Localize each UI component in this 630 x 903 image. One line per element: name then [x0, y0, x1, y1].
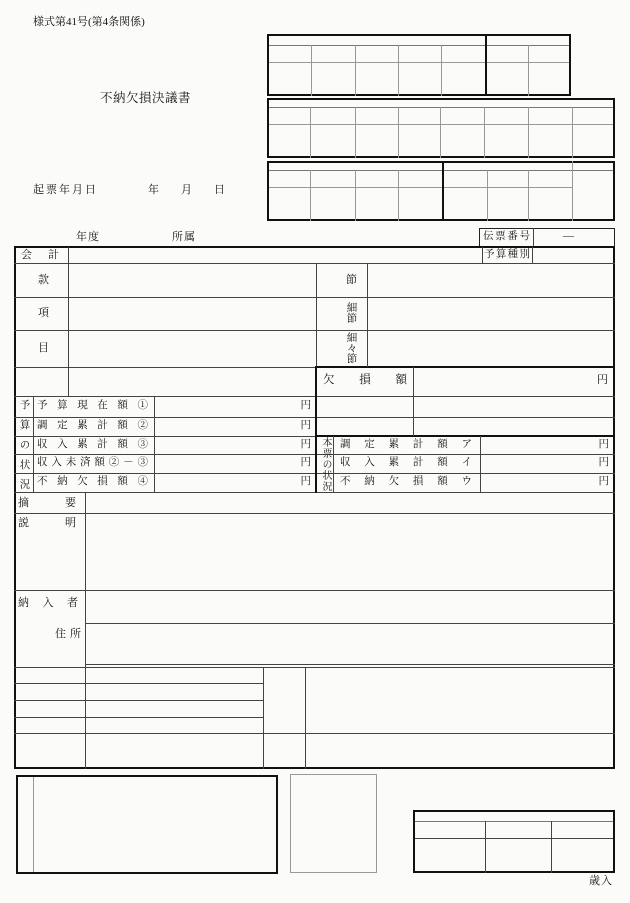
- fiscal-year-label: 年度: [76, 231, 100, 243]
- grid-line: [480, 436, 481, 492]
- grid-line: [85, 623, 615, 624]
- saisaisetsu-label: 細々節: [345, 332, 357, 364]
- grid-line: [305, 667, 306, 769]
- slip-status-row-unit: 円: [598, 457, 609, 468]
- grid-line: [269, 187, 572, 188]
- grid-line: [572, 107, 573, 158]
- saisetsu-label: 細節: [345, 302, 357, 323]
- grid-line: [398, 107, 399, 158]
- grid-line: [85, 492, 86, 769]
- grid-line: [33, 396, 34, 492]
- grid-line: [485, 821, 486, 873]
- budget-type-label: 予算種別: [484, 249, 530, 260]
- draft-date-label: 起票年月日: [33, 184, 98, 196]
- grid-line: [551, 821, 552, 873]
- grid-line: [413, 367, 414, 436]
- grid-line: [415, 821, 613, 822]
- revenue-stamp-table: [413, 810, 615, 873]
- grid-line: [269, 62, 569, 63]
- grid-line: [14, 436, 316, 437]
- budget-row-label: 不納欠損額④: [37, 476, 148, 487]
- grid-line: [482, 247, 483, 263]
- slip-number-value: —: [563, 230, 574, 242]
- payer-address-label: 住所: [55, 628, 85, 640]
- grid-line: [415, 838, 613, 839]
- budget-row-unit: 円: [300, 439, 311, 450]
- grid-line: [528, 170, 529, 221]
- grid-line: [33, 777, 34, 872]
- grid-line: [14, 367, 316, 368]
- draft-date-month: 月: [181, 184, 192, 196]
- grid-line: [14, 590, 615, 591]
- approval-stamp-table-1: [267, 34, 571, 96]
- grid-line: [14, 733, 615, 734]
- slip-status-row-unit: 円: [598, 439, 609, 450]
- grid-line: [441, 45, 442, 96]
- moku-label: 目: [38, 342, 49, 354]
- budget-row-label: 予算現在額①: [37, 400, 148, 411]
- slip-number-label: 伝票番号: [483, 231, 530, 242]
- grid-line: [528, 45, 529, 96]
- slip-status-side-label: 本票の状況: [320, 437, 331, 491]
- grid-line: [269, 107, 613, 108]
- grid-line: [14, 513, 615, 514]
- revenue-tag: 歳入: [589, 875, 613, 887]
- budget-row-label: 収入未済額②－③: [37, 457, 148, 468]
- grid-line: [316, 366, 615, 368]
- page-title: 不納欠損決議書: [100, 91, 192, 105]
- grid-line: [154, 396, 155, 492]
- note-box-large: [16, 775, 278, 874]
- table-border: [14, 767, 615, 769]
- grid-line: [440, 107, 441, 158]
- grid-line: [355, 107, 356, 158]
- grid-line: [14, 667, 615, 668]
- loss-amount-label: 欠損額: [323, 374, 407, 386]
- grid-line: [263, 667, 264, 769]
- grid-line: [484, 107, 485, 158]
- grid-line: [355, 170, 356, 221]
- draft-date-year: 年: [148, 184, 159, 196]
- grid-line: [310, 107, 311, 158]
- explanation-label: 説明: [18, 517, 76, 529]
- grid-line: [85, 664, 615, 665]
- table-border: [14, 246, 615, 248]
- grid-line: [487, 170, 488, 221]
- summary-label: 摘要: [18, 497, 76, 509]
- budget-row-label: 調定累計額②: [37, 420, 148, 431]
- draft-date-day: 日: [214, 184, 225, 196]
- note-box-small: [290, 774, 377, 873]
- slip-status-row-unit: 円: [598, 476, 609, 487]
- budget-row-unit: 円: [300, 400, 311, 411]
- grid-line: [528, 107, 529, 158]
- setsu-label: 節: [346, 274, 357, 286]
- slip-status-row-label: 不納欠損額ウ: [340, 476, 472, 487]
- grid-line: [14, 717, 263, 718]
- grid-line: [14, 683, 263, 684]
- grid-line: [269, 124, 613, 125]
- grid-line: [398, 45, 399, 96]
- grid-line: [355, 45, 356, 96]
- grid-line: [485, 34, 487, 96]
- grid-line: [333, 436, 334, 492]
- slip-status-row-label: 収入累計額イ: [340, 457, 472, 468]
- loss-amount-unit: 円: [597, 374, 608, 386]
- budget-row-label: 収入累計額③: [37, 439, 148, 450]
- kan-label: 款: [38, 274, 49, 286]
- grid-line: [14, 263, 615, 264]
- table-border: [613, 246, 615, 769]
- payer-label: 納入者: [18, 597, 78, 609]
- grid-line: [572, 161, 573, 221]
- grid-line: [14, 330, 615, 331]
- table-border: [14, 246, 16, 769]
- grid-line: [311, 45, 312, 96]
- grid-line: [532, 247, 533, 263]
- budget-row-unit: 円: [300, 420, 311, 431]
- slip-status-row-label: 調定累計額ア: [340, 439, 472, 450]
- budget-row-unit: 円: [300, 476, 311, 487]
- grid-line: [14, 297, 615, 298]
- grid-line: [398, 170, 399, 221]
- grid-line: [316, 263, 317, 367]
- grid-line: [68, 247, 69, 396]
- grid-line: [315, 366, 317, 493]
- account-label: 会計: [21, 249, 59, 261]
- budget-status-side-label: 予算の状況: [18, 399, 30, 489]
- grid-line: [310, 170, 311, 221]
- kou-label: 項: [38, 307, 49, 319]
- grid-line: [533, 228, 534, 247]
- budget-row-unit: 円: [300, 457, 311, 468]
- form-number: 様式第41号(第4条関係): [33, 16, 145, 28]
- grid-line: [269, 170, 613, 171]
- grid-line: [269, 45, 569, 46]
- department-label: 所属: [172, 231, 196, 243]
- grid-line: [316, 435, 615, 437]
- grid-line: [14, 700, 263, 701]
- grid-line: [442, 161, 444, 221]
- grid-line: [367, 263, 368, 367]
